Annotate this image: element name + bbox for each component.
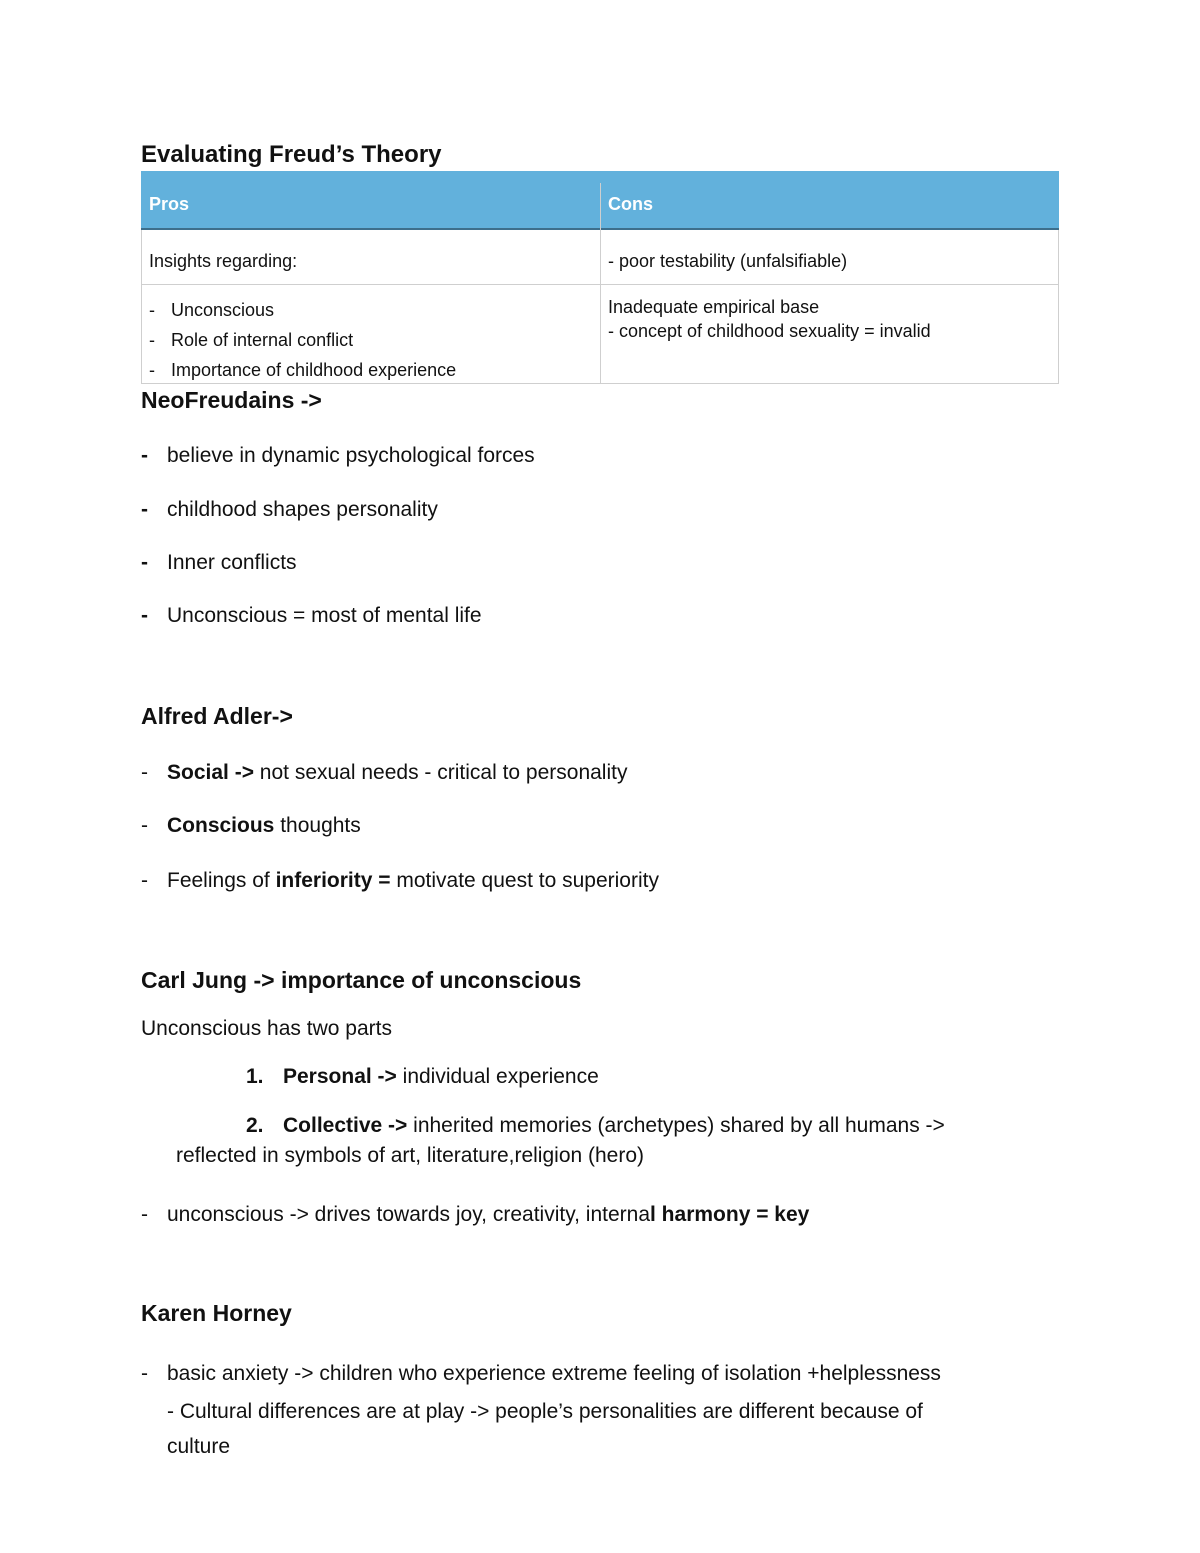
list-item: - Role of internal conflict — [149, 330, 354, 350]
list-item-line: - Cultural differences are at play -> people’s personalities are different because of — [167, 1400, 923, 1423]
page-title: Evaluating Freud’s Theory — [141, 141, 442, 168]
header-cons: Cons — [608, 194, 653, 214]
cons-row2-line2: - concept of childhood sexuality = invalid — [608, 321, 931, 341]
list-item: - Unconscious = most of mental life — [141, 604, 482, 627]
header-pros: Pros — [149, 194, 190, 214]
jung-heading: Carl Jung -> importance of unconscious — [141, 967, 582, 993]
list-item-line: culture — [167, 1435, 231, 1458]
list-item: - Conscious thoughts — [141, 814, 361, 837]
pros-cons-table — [141, 171, 1059, 384]
list-item: - Feelings of inferiority = motivate quest to superiority — [141, 869, 659, 892]
list-item: - childhood shapes personality — [141, 498, 438, 521]
horney-heading: Karen Horney — [141, 1300, 292, 1326]
list-item: - basic anxiety -> children who experience extreme feeling of isolation +helplessness — [141, 1362, 941, 1385]
list-item: - unconscious -> drives towards joy, creativity, internal harmony = key — [141, 1203, 810, 1226]
list-item: 2. Collective -> inherited memories (archetypes) shared by all humans -> — [246, 1114, 945, 1137]
list-item: 1. Personal -> individual experience — [246, 1065, 599, 1088]
jung-intro: Unconscious has two parts — [141, 1017, 392, 1040]
adler-heading: Alfred Adler-> — [141, 703, 293, 729]
pros-row2-list — [149, 295, 456, 385]
list-item: - Unconscious — [149, 300, 275, 320]
list-item: - Inner conflicts — [141, 551, 297, 574]
list-item-continuation: reflected in symbols of art, literature,religion (hero) — [176, 1144, 645, 1167]
cons-row1-cell: - poor testability (unfalsifiable) — [608, 251, 848, 271]
list-item: - believe in dynamic psychological forces — [141, 444, 535, 467]
list-item: - Importance of childhood experience — [149, 360, 457, 380]
list-item: - Social -> not sexual needs - critical to personality — [141, 761, 628, 784]
neofreudians-heading: NeoFreudains -> — [141, 387, 322, 413]
cons-row2-line1: Inadequate empirical base — [608, 297, 820, 317]
pros-row1-cell: Insights regarding: — [149, 251, 298, 271]
